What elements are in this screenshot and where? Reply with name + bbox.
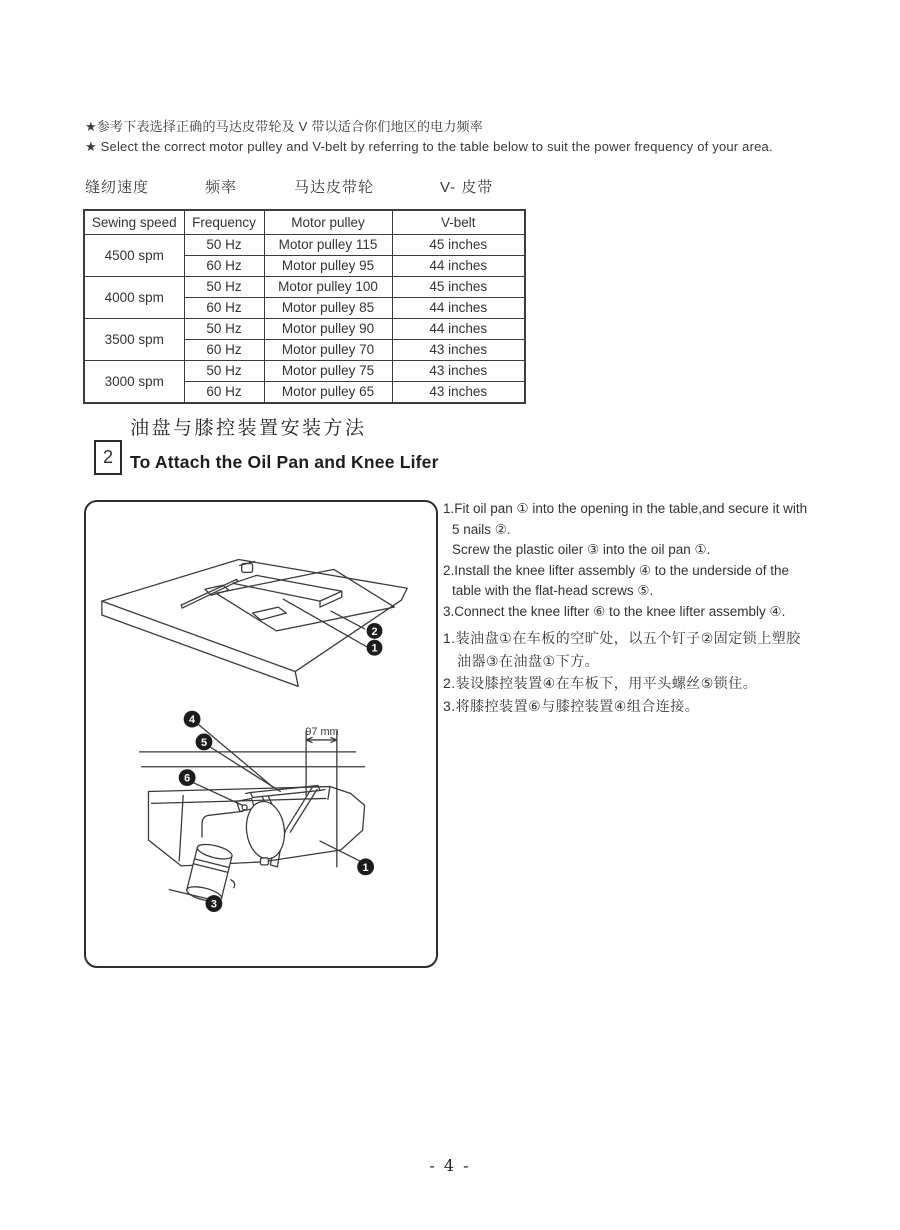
- table-row: [84, 277, 525, 298]
- instruction-line: 3.Connect the knee lifter ⑥ to the knee lifter assembly ④.: [443, 603, 786, 619]
- instruction-line: 3.将膝控装置⑥与膝控装置④组合连接。: [443, 697, 700, 714]
- pulley-table: [83, 209, 526, 404]
- table-row: [84, 235, 525, 256]
- knee-lifter-drawing: [140, 724, 365, 904]
- cell-freq: 50 Hz: [184, 361, 264, 382]
- callout-badge-6: [179, 769, 196, 786]
- instruction-line: 2.装设膝控装置④在车板下，用平头螺丝⑤锁住。: [443, 675, 758, 691]
- cell-pulley: Motor pulley 70: [264, 340, 392, 361]
- cell-pulley: Motor pulley 95: [264, 256, 392, 277]
- cell-belt: 43 inches: [392, 361, 525, 382]
- cell-speed-4500: 4500 spm: [84, 235, 184, 277]
- figure-box: [84, 500, 438, 968]
- table-top-drawing: [102, 560, 407, 687]
- cell-pulley: Motor pulley 75: [264, 361, 392, 382]
- instruction-line: 1.Fit oil pan ① into the opening in the table,and secure it with: [443, 501, 808, 516]
- instructions-chinese: [443, 627, 801, 717]
- callout-badge-1-top: [367, 640, 383, 656]
- svg-text:3: 3: [210, 898, 217, 911]
- cell-belt: 44 inches: [392, 256, 525, 277]
- callout-badge-4: [184, 711, 201, 728]
- svg-text:1: 1: [371, 642, 378, 655]
- section-title-english: To Attach the Oil Pan and Knee Lifer: [130, 452, 439, 472]
- cell-freq: 50 Hz: [184, 235, 264, 256]
- label-frequency-zh: 频率: [205, 179, 238, 196]
- cell-freq: 60 Hz: [184, 382, 264, 404]
- cell-freq: 60 Hz: [184, 256, 264, 277]
- cell-freq: 60 Hz: [184, 298, 264, 319]
- table-row: [84, 319, 525, 340]
- col-header-v-belt: V-belt: [392, 210, 525, 235]
- label-motor-pulley-zh: 马达皮带轮: [294, 179, 375, 196]
- cell-pulley: Motor pulley 85: [264, 298, 392, 319]
- svg-text:1: 1: [362, 861, 369, 874]
- note-english: ★ Select the correct motor pulley and V-belt by referring to the table below to suit the power frequency of your area.: [85, 139, 773, 154]
- cell-pulley: Motor pulley 90: [264, 319, 392, 340]
- svg-text:6: 6: [184, 772, 191, 785]
- cell-freq: 60 Hz: [184, 340, 264, 361]
- instruction-line: Screw the plastic oiler ③ into the oil pan ①.: [452, 542, 711, 557]
- cell-belt: 43 inches: [392, 382, 525, 404]
- col-header-frequency: Frequency: [184, 210, 264, 235]
- cell-belt: 45 inches: [392, 235, 525, 256]
- figure-drawing: [86, 502, 436, 966]
- page-number: - 4 -: [429, 1156, 471, 1175]
- note-chinese: ★参考下表选择正确的马达皮带轮及 V 带以适合你们地区的电力频率: [85, 119, 483, 134]
- callout-badge-2: [367, 623, 383, 639]
- table-header-row: [84, 210, 525, 235]
- cell-belt: 44 inches: [392, 298, 525, 319]
- col-header-sewing-speed: Sewing speed: [84, 210, 184, 235]
- callout-badge-1-bottom: [357, 858, 374, 875]
- cell-pulley: Motor pulley 115: [264, 235, 392, 256]
- instruction-line: 2.Install the knee lifter assembly ④ to the underside of the: [443, 562, 790, 578]
- cell-belt: 45 inches: [392, 277, 525, 298]
- callout-badge-5: [196, 734, 213, 751]
- cell-speed-4000: 4000 spm: [84, 277, 184, 319]
- instruction-line: 油器③在油盘①下方。: [457, 652, 600, 669]
- label-sewing-speed-zh: 缝纫速度: [85, 179, 150, 196]
- section-title-chinese: 油盘与膝控装置安装方法: [130, 417, 367, 439]
- cell-pulley: Motor pulley 65: [264, 382, 392, 404]
- svg-text:5: 5: [200, 736, 208, 749]
- cell-speed-3000: 3000 spm: [84, 361, 184, 404]
- instruction-line: 1.装油盘①在车板的空旷处，以五个钉子②固定锁上塑胶: [443, 630, 801, 646]
- instruction-line: 5 nails ②.: [452, 521, 511, 537]
- svg-text:4: 4: [189, 714, 196, 727]
- cell-belt: 43 inches: [392, 340, 525, 361]
- instructions-english: [443, 499, 807, 622]
- section-number-box: 2: [94, 440, 122, 475]
- dimension-label: 97 mm: [305, 725, 339, 738]
- cell-freq: 50 Hz: [184, 277, 264, 298]
- cell-speed-3500: 3500 spm: [84, 319, 184, 361]
- cell-belt: 44 inches: [392, 319, 525, 340]
- svg-text:2: 2: [371, 625, 378, 638]
- instruction-line: table with the flat-head screws ⑤.: [452, 583, 654, 598]
- label-v-belt-zh: V- 皮带: [440, 179, 494, 196]
- col-header-motor-pulley: Motor pulley: [264, 210, 392, 235]
- callout-badge-3: [205, 895, 222, 912]
- cell-pulley: Motor pulley 100: [264, 277, 392, 298]
- cell-freq: 50 Hz: [184, 319, 264, 340]
- table-row: [84, 361, 525, 382]
